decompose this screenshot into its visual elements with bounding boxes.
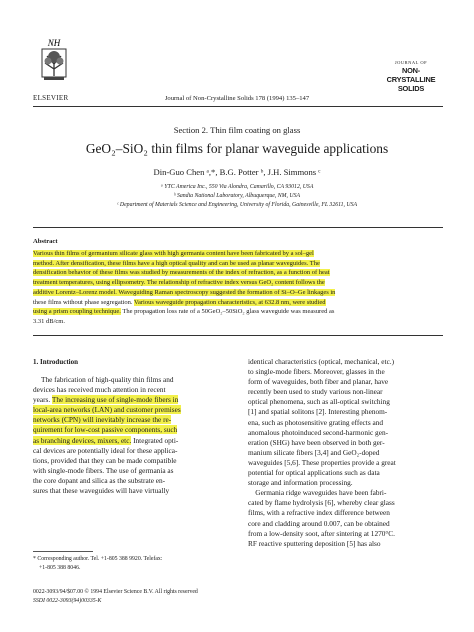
body-line [33, 466, 231, 476]
body-text: tions, provided that they can be made compatible [33, 455, 177, 465]
body-line [33, 395, 231, 405]
journal-logo-small: JOURNAL OF [394, 60, 428, 65]
abstract-line [33, 249, 443, 259]
body-line [33, 385, 231, 395]
body-line: waveguides [5,6]. These properties provide a great [248, 457, 396, 467]
body-line: ena, such as photosensitive grating effects and [248, 417, 384, 427]
affiliation-c: ᶜ Department of Materials Science and Engineering, University of Florida, Gainesville, FL 32611, USA [116, 202, 358, 208]
abstract-text: densification behavior of these films was studied by measurements of the index of refraction, as a function of heat [33, 269, 330, 277]
abstract-line [33, 268, 443, 278]
body-line: storage and information processing. [248, 478, 353, 488]
abstract-line [33, 317, 443, 327]
copyright-notice [33, 588, 198, 605]
abstract-text: using a prism coupling technique. [33, 308, 121, 316]
abstract-text: treatment temperatures, using ellipsometry. The relationship of refractive index versus GeO₂ content follows the [33, 279, 325, 287]
body-line [33, 456, 231, 466]
header-rule [33, 106, 443, 107]
abstract-bottom-rule [33, 335, 443, 336]
journal-logo [380, 60, 442, 93]
author-list: Din-Guo Chen ᵃ,*, B.G. Potter ᵇ, J.H. Simmons ᶜ [153, 167, 321, 177]
body-line: cated by flame hydrolysis [6], whereby clear glass [248, 498, 395, 508]
introduction-heading: 1. Introduction [33, 358, 78, 366]
body-line [33, 446, 231, 456]
abstract-text: method. After densification, these films have a high optical quality and can be used as planar waveguides. The [33, 259, 320, 267]
body-line [33, 425, 231, 435]
body-text: cal devices are potentially ideal for these applica- [33, 445, 178, 455]
abstract-line [33, 278, 443, 288]
abstract-line [33, 288, 443, 298]
footnote-rule [33, 551, 93, 552]
footnote [33, 555, 162, 572]
body-text: as branching devices, mixers, etc. [33, 435, 132, 445]
abstract-top-rule [33, 227, 443, 228]
body-text: The increasing use of single-mode fibers in [51, 395, 179, 405]
abstract-text: these films without phase segregation. [33, 298, 134, 306]
article-title: GeO₂–SiO₂ thin films for planar waveguide applications [85, 141, 389, 156]
body-text: local-area networks (LAN) and customer premises [33, 405, 181, 415]
body-line: optical phenomena, such as all-optical switching [248, 397, 390, 407]
footnote-line: +1-805 388 8046. [39, 564, 81, 571]
abstract-line [33, 259, 443, 269]
footnote-line: * Corresponding author. Tel. +1-805 388 9920. Telefax: [33, 556, 163, 562]
elsevier-tree-logo [34, 36, 74, 86]
nh-logo-text: NH [47, 38, 61, 48]
body-line: [1] and spatial solitons [2]. Interesting phenom- [248, 407, 388, 417]
section-label: Section 2. Thin film coating on glass [173, 125, 301, 135]
abstract-line [33, 298, 443, 308]
body-text: with single-mode fibers. The use of germania as [33, 465, 174, 475]
body-line: potential for optical applications such as data [248, 468, 380, 478]
body-text: The fabrication of high-quality thin films and [41, 375, 174, 384]
body-line: core and cladding around 0.007, can be obtained [248, 518, 390, 528]
abstract-text: Various waveguide propagation characteristics, at 632.8 nm, were studied [133, 298, 326, 306]
body-line: from a low-density soot, after sintering at 1270°C. [248, 528, 396, 538]
abstract-body [33, 249, 443, 327]
body-text: years. [33, 395, 52, 405]
copyright-line: 0022-3093/94/$07.00 © 1994 Elsevier Science B.V. All rights reserved [33, 589, 198, 595]
abstract-heading: Abstract [33, 238, 58, 245]
body-line: eration (SHG) have been observed in both ger- [248, 437, 385, 447]
body-line: films, with a refractive index difference between [248, 508, 390, 518]
affiliation-a: ᵃ YTC America Inc., 550 Via Alondra, Camarillo, CA 93012, USA [160, 184, 314, 190]
abstract-text: The propagation loss rate of a 50GeO₂–50SiO₂ glass waveguide was measured as [120, 308, 335, 316]
body-line [33, 436, 231, 446]
left-column-text [33, 375, 231, 496]
body-line [33, 415, 231, 425]
journal-citation: Journal of Non-Crystalline Solids 178 (1994) 135–147 [164, 95, 310, 102]
body-line: form of waveguides, both fiber and planar, have [248, 377, 389, 387]
abstract-text: additive Lorentz–Lorenz model. Waveguiding Raman spectroscopy suggested the formation of Si–O–Ge linkages in [33, 288, 336, 296]
body-text: networks (CPN) will inevitably increase the re- [33, 415, 172, 425]
right-column-text [248, 357, 446, 549]
affiliation-b: ᵇ Sandia National Laboratory, Albuquerque, NM, USA [173, 193, 301, 199]
body-line [33, 375, 231, 385]
body-line: Germania ridge waveguides have been fabri- [248, 488, 387, 498]
body-line: identical characteristics (optical, mechanical, etc.) [248, 357, 395, 366]
ssdi-line: SSDI 0022-3093(94)00335-K [33, 597, 102, 604]
publisher-name: ELSEVIER [33, 94, 69, 102]
body-line: anomalous photoinduced second-harmonic gen- [248, 427, 389, 437]
body-text: sures that these waveguides will have virtually [33, 486, 170, 496]
abstract-line [33, 307, 443, 317]
body-line [33, 405, 231, 415]
body-line: RF reactive sputtering deposition [5] has also [248, 538, 381, 548]
body-line: recently been used to study various non-linear [248, 387, 383, 397]
body-text: devices has received much attention in recent [33, 385, 166, 395]
abstract-text: 3.31 dB/cm. [33, 317, 65, 325]
body-text: the core dopant and silica as the substrate en- [33, 475, 166, 485]
body-text: Integrated opti- [131, 435, 179, 445]
body-line [33, 486, 231, 496]
journal-logo-big: NON-CRYSTALLINE SOLIDS [386, 66, 436, 93]
body-line [33, 476, 231, 486]
body-line: to single-mode fibers. Moreover, glasses in the [248, 367, 385, 377]
abstract-text: Various thin films of germanium silicate glass with high germania content have been fabricated by a sol–gel [33, 250, 314, 257]
body-text: quirement for low-cost passive components, such [33, 425, 178, 435]
body-line: manium silicate fibers [3,4] and GeO₂-doped [248, 447, 380, 457]
